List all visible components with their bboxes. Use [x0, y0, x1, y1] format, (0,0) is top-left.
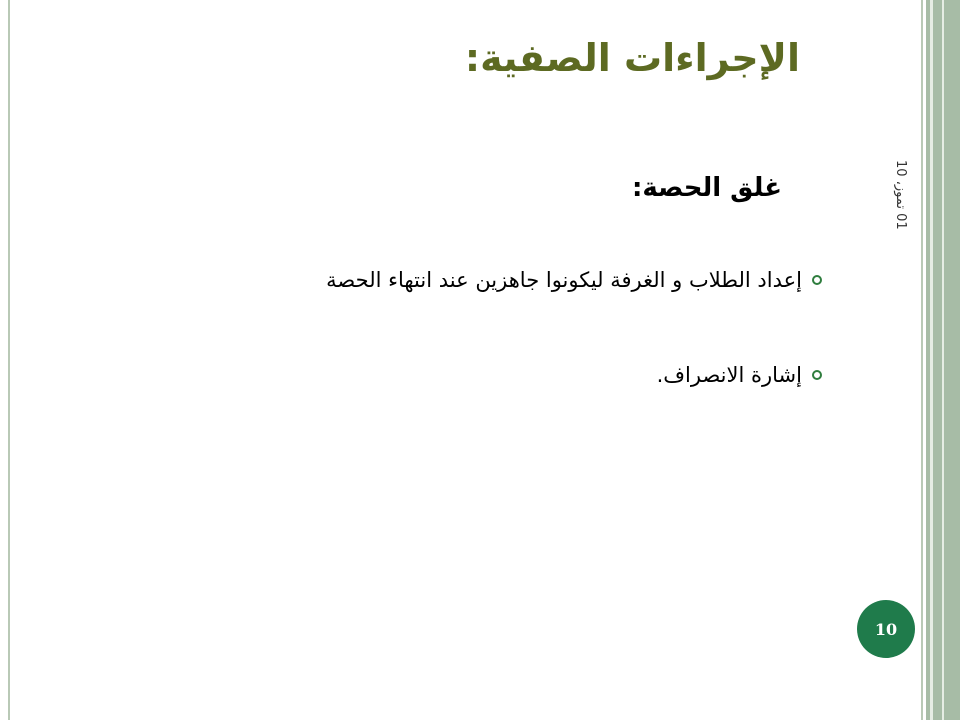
page-number-badge	[857, 600, 915, 658]
bullet-circle-icon	[812, 370, 822, 380]
slide-subheading: غلق الحصة:	[631, 173, 782, 203]
bullet-circle-icon	[812, 275, 822, 285]
bullet-text: إشارة الانصراف.	[656, 363, 802, 387]
frame-right-line	[921, 0, 923, 720]
slide-title: الإجراءات الصفية:	[464, 36, 800, 80]
bullet-item	[326, 268, 822, 292]
frame-right-band-stripe	[930, 0, 933, 720]
frame-right-band-stripe	[942, 0, 944, 720]
page-number: 10	[874, 619, 898, 639]
date-label: 01 تموز، 10	[893, 160, 908, 230]
frame-left-line	[8, 0, 10, 720]
bullet-item	[657, 363, 822, 387]
bullet-text: إعداد الطلاب و الغرفة ليكونوا جاهزين عند انتهاء الحصة	[326, 268, 802, 292]
